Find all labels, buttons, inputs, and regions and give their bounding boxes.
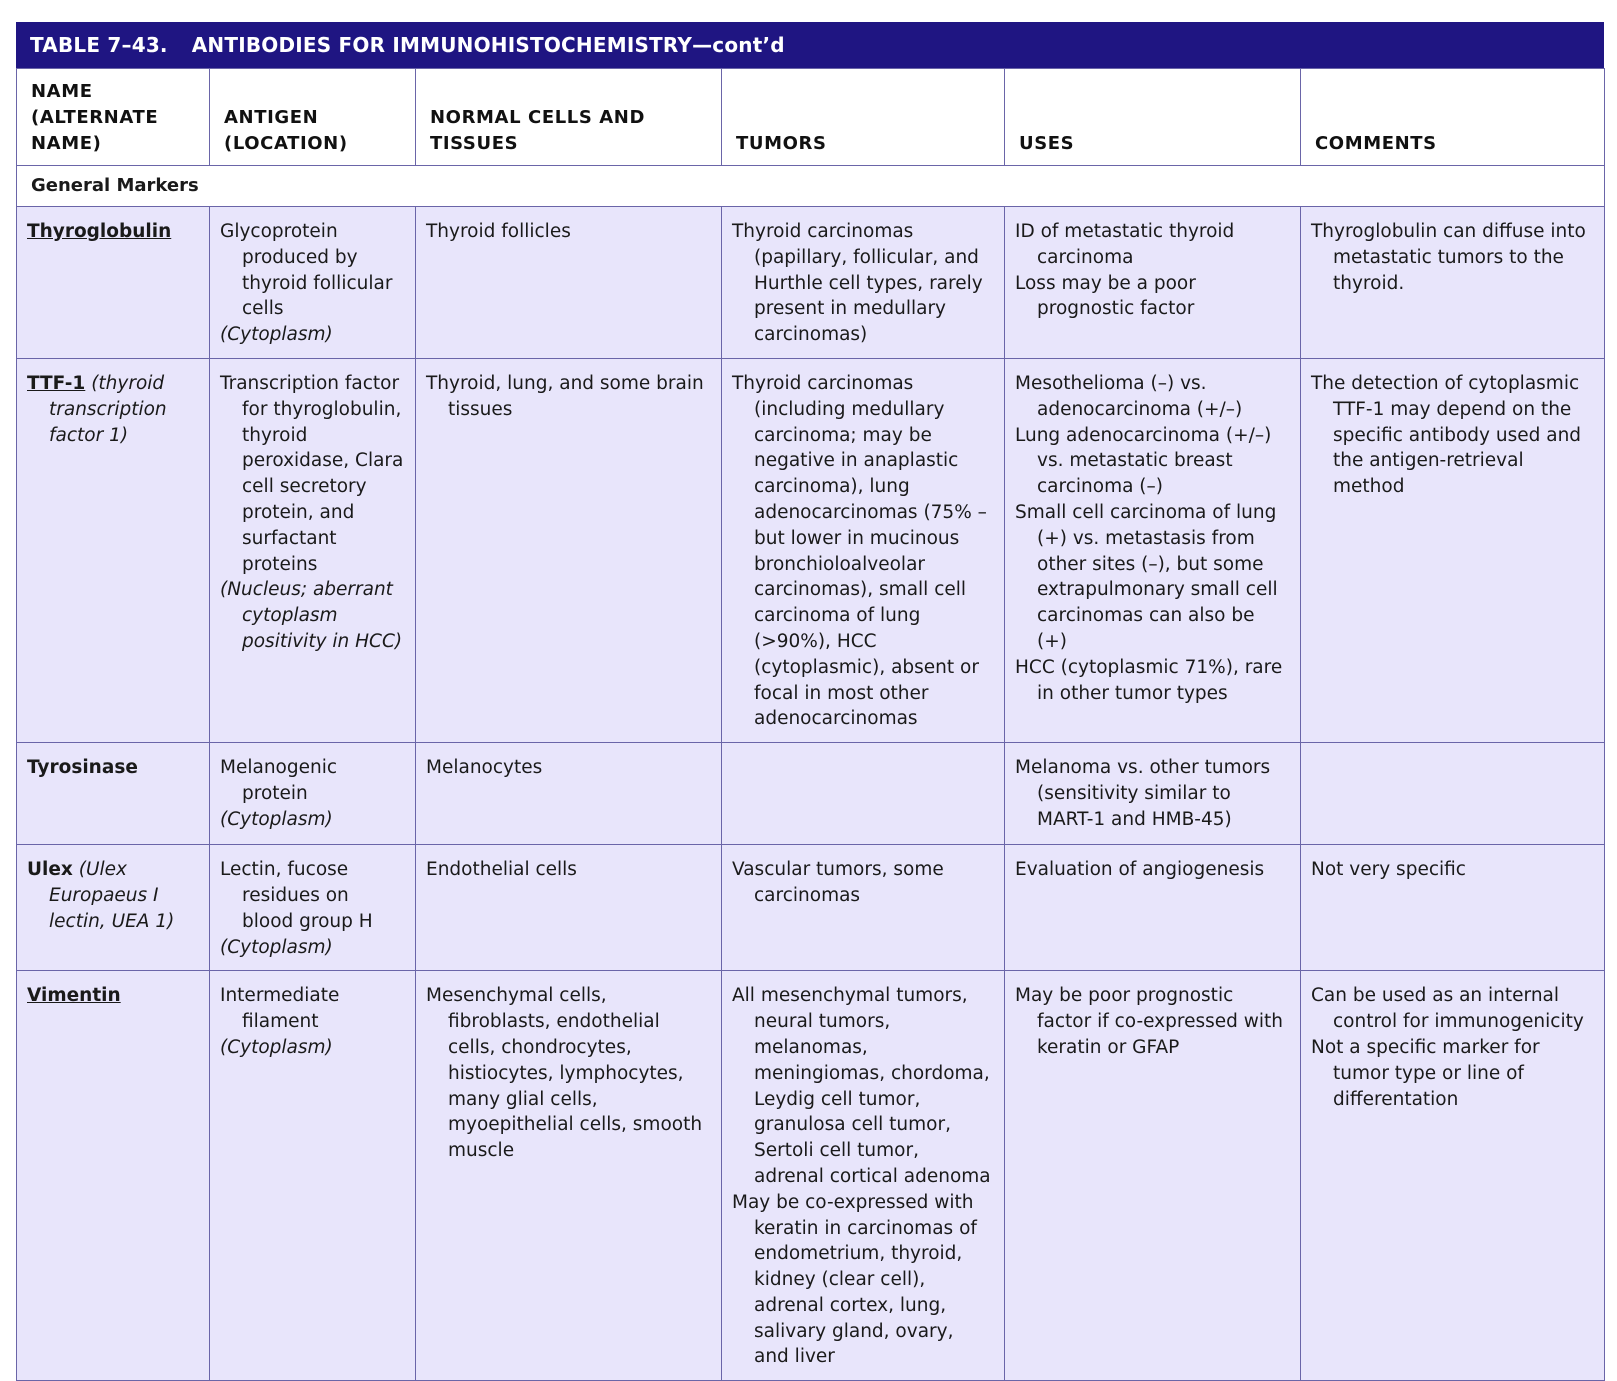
cell-name bbox=[17, 845, 210, 971]
antibody-name: Vimentin bbox=[27, 985, 121, 1007]
cell-comments bbox=[1301, 845, 1605, 971]
uses-text: Mesothelioma (–) vs. adenocarcinoma (+/–) bbox=[1015, 372, 1243, 420]
section-label: General Markers bbox=[17, 166, 1605, 207]
cell-normal bbox=[416, 207, 722, 359]
table-row bbox=[17, 207, 1605, 359]
cell-uses bbox=[1005, 743, 1301, 845]
antigen-location: (Cytoplasm) bbox=[220, 808, 333, 830]
antibody-name: Ulex bbox=[27, 859, 73, 881]
cell-uses bbox=[1005, 845, 1301, 971]
antibody-table bbox=[16, 68, 1605, 1381]
cell-antigen bbox=[210, 971, 416, 1381]
comments-text: Can be used as an internal control for immunogenicity bbox=[1311, 985, 1584, 1033]
cell-antigen bbox=[210, 207, 416, 359]
cell-uses bbox=[1005, 358, 1301, 742]
normal-text: Thyroid follicles bbox=[426, 221, 571, 242]
cell-tumors bbox=[722, 207, 1005, 359]
tumors-text: May be co-expressed with keratin in carcinomas of endometrium, thyroid, kidney (clear cell), adrenal cortex, lung, salivary gland, ovary, and liver bbox=[732, 1191, 977, 1368]
table-row bbox=[17, 743, 1605, 845]
cell-name bbox=[17, 358, 210, 742]
normal-text: Mesenchymal cells, fibroblasts, endothelial cells, chondrocytes, histiocytes, lymphocytes, many glial cells, myoepithelial cells, smooth muscle bbox=[426, 985, 703, 1162]
comments-text: Not a specific marker for tumor type or line of differentation bbox=[1311, 1036, 1540, 1110]
comments-text: Thyroglobulin can diffuse into metastatic tumors to the thyroid. bbox=[1311, 221, 1586, 294]
table-row bbox=[17, 845, 1605, 971]
normal-text: Thyroid, lung, and some brain tissues bbox=[426, 372, 704, 420]
header-name-line: NAME bbox=[31, 81, 93, 102]
cell-antigen bbox=[210, 743, 416, 845]
header-name-line: (ALTERNATE bbox=[31, 107, 159, 128]
cell-uses bbox=[1005, 971, 1301, 1381]
cell-comments bbox=[1301, 207, 1605, 359]
antibody-table-figure bbox=[16, 22, 1604, 1381]
cell-name bbox=[17, 971, 210, 1381]
antigen-text: Intermediate filament bbox=[220, 985, 340, 1033]
cell-name bbox=[17, 207, 210, 359]
header-antigen bbox=[210, 69, 416, 166]
uses-text: Small cell carcinoma of lung (+) vs. metastasis from other sites (–), but some extrapulmonary small cell carcinomas can also be (+) bbox=[1015, 501, 1278, 652]
cell-uses bbox=[1005, 207, 1301, 359]
tumors-text: Thyroid carcinomas (papillary, follicular, and Hurthle cell types, rarely present in medullary carcinomas) bbox=[732, 221, 983, 346]
cell-tumors bbox=[722, 743, 1005, 845]
cell-tumors bbox=[722, 845, 1005, 971]
cell-tumors bbox=[722, 358, 1005, 742]
antibody-name: TTF-1 bbox=[27, 372, 86, 394]
normal-text: Melanocytes bbox=[426, 757, 543, 779]
antigen-location: (Cytoplasm) bbox=[220, 1036, 333, 1058]
header-antigen-line: (LOCATION) bbox=[224, 133, 348, 154]
header-normal: NORMAL CELLS AND TISSUES bbox=[416, 69, 722, 166]
uses-text: May be poor prognostic factor if co-expressed with keratin or GFAP bbox=[1015, 985, 1283, 1058]
table-number: TABLE 7–43. bbox=[30, 33, 168, 57]
tumors-text: Vascular tumors, some carcinomas bbox=[732, 859, 944, 906]
header-uses: USES bbox=[1005, 69, 1301, 166]
uses-text: Evaluation of angiogenesis bbox=[1015, 859, 1265, 881]
comments-text: Not very specific bbox=[1311, 859, 1466, 881]
antigen-location: (Cytoplasm) bbox=[220, 936, 333, 958]
antigen-text: Transcription factor for thyroglobulin, thyroid peroxidase, Clara cell secretory protein, and surfactant proteins bbox=[220, 372, 404, 575]
uses-text: ID of metastatic thyroid carcinoma bbox=[1015, 221, 1235, 268]
table-row bbox=[17, 971, 1605, 1381]
header-antigen-line: ANTIGEN bbox=[224, 107, 319, 128]
header-comments: COMMENTS bbox=[1301, 69, 1605, 166]
normal-text: Endothelial cells bbox=[426, 859, 577, 881]
antigen-location: (Nucleus; aberrant cytoplasm positivity in HCC) bbox=[220, 579, 403, 652]
uses-text: HCC (cytoplasmic 71%), rare in other tumor types bbox=[1015, 656, 1283, 704]
header-name-line: NAME) bbox=[31, 133, 102, 154]
table-title-bar bbox=[16, 22, 1604, 68]
cell-normal bbox=[416, 845, 722, 971]
header-tumors: TUMORS bbox=[722, 69, 1005, 166]
antigen-text: Melanogenic protein bbox=[220, 757, 338, 804]
cell-comments bbox=[1301, 971, 1605, 1381]
table-row bbox=[17, 358, 1605, 742]
uses-text: Loss may be a poor prognostic factor bbox=[1015, 272, 1196, 320]
cell-comments bbox=[1301, 358, 1605, 742]
cell-antigen bbox=[210, 358, 416, 742]
antigen-location: (Cytoplasm) bbox=[220, 324, 333, 346]
alternate-name: (Ulex Europaeus I lectin, UEA 1) bbox=[49, 859, 175, 932]
table-title: ANTIBODIES FOR IMMUNOHISTOCHEMISTRY—cont’d bbox=[191, 33, 785, 57]
comments-text: The detection of cytoplasmic TTF-1 may depend on the specific antibody used and the antigen-retrieval method bbox=[1311, 372, 1582, 498]
header-name bbox=[17, 69, 210, 166]
antibody-name: Tyrosinase bbox=[27, 757, 138, 779]
uses-text: Melanoma vs. other tumors (sensitivity similar to MART-1 and HMB-45) bbox=[1015, 757, 1271, 830]
uses-text: Lung adenocarcinoma (+/–) vs. metastatic breast carcinoma (–) bbox=[1015, 424, 1272, 498]
alternate-name: (thyroid transcription factor 1) bbox=[49, 372, 167, 446]
cell-antigen bbox=[210, 845, 416, 971]
cell-normal bbox=[416, 743, 722, 845]
tumors-text: Thyroid carcinomas (including medullary carcinoma; may be negative in anaplastic carcinoma), lung adenocarcinomas (75% – but lower in mucinous bronchioloalveolar carcinomas), small cell carcinoma of lung (>90%), HCC (cytoplasmic), absent or focal in most other adenocarcinomas bbox=[732, 372, 987, 730]
antigen-text: Lectin, fucose residues on blood group H bbox=[220, 859, 373, 932]
antigen-text: Glycoprotein produced by thyroid follicular cells bbox=[220, 221, 393, 320]
cell-tumors bbox=[722, 971, 1005, 1381]
cell-normal bbox=[416, 971, 722, 1381]
section-row bbox=[17, 166, 1605, 207]
antibody-name: Thyroglobulin bbox=[27, 221, 172, 242]
cell-normal bbox=[416, 358, 722, 742]
cell-comments bbox=[1301, 743, 1605, 845]
cell-name bbox=[17, 743, 210, 845]
tumors-text: All mesenchymal tumors, neural tumors, melanomas, meningiomas, chordoma, Leydig cell tumor, granulosa cell tumor, Sertoli cell tumor, adrenal cortical adenoma bbox=[732, 985, 991, 1187]
header-row bbox=[17, 69, 1605, 166]
